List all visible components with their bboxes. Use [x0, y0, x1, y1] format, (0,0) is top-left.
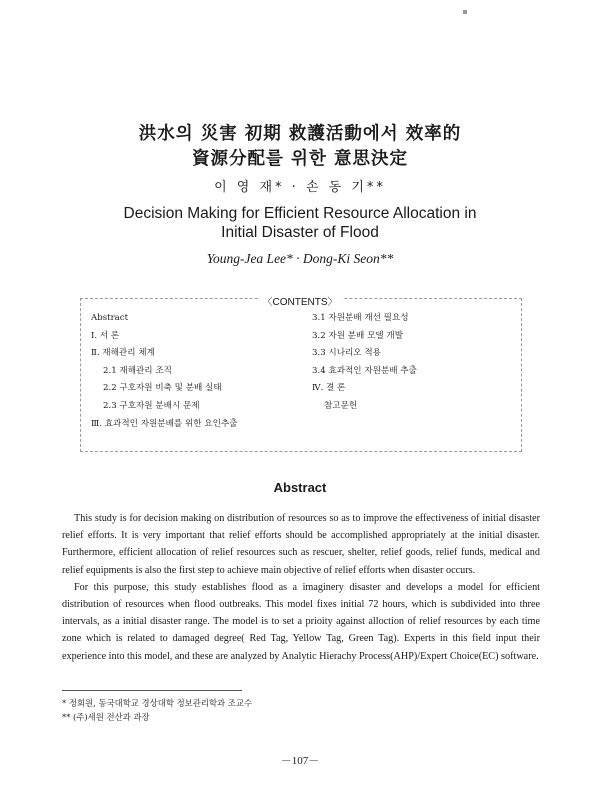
scan-mark	[463, 10, 467, 14]
abstract-paragraph-2: For this purpose, this study establishes flood as a imaginery disaster and develops a model for efficient distribution of resources when flood outbreaks. This model fixes initial 72 hours, which is subdivided into three intervals, as a initial disaster range. The model is to set a prioity against alloction of relief resources by each time zone which is related to damaged degree( Red Tag, Yellow Tag, Green Tag). Experts in this field input their experience into this model, and these are analyzed by Analytic Hierachy Process(AHP)/Expert Choice(EC) software.	[62, 581, 540, 662]
english-title-line-1: Decision Making for Efficient Resource Allocation in	[123, 205, 477, 222]
abstract-body	[62, 510, 540, 665]
contents-item: 3.4 효과적인 자원분배 추출	[312, 365, 417, 376]
contents-left-column	[91, 310, 237, 433]
footnote-2: ** (주)세원 전산과 과장	[62, 711, 150, 722]
abstract-paragraph-1: This study is for decision making on distribution of resources so as to improve the effectiveness of initial disaster relief efforts. It is very important that relief efforts should be accomplished appropriately at the initial disaster. Furthermore, efficient allocation of relief resources such as rescuer, shelter, relief goods, relief funds, medical and relief equipments is also the first step to achieve main objective of relief efforts when disaster occurs.	[62, 513, 540, 576]
abstract-heading: Abstract	[273, 480, 327, 495]
contents-item: 3.2 자원 분배 모델 개발	[312, 330, 404, 341]
contents-heading: 〈CONTENTS〉	[0, 293, 600, 308]
korean-authors: 이 영 재* · 손 동 기**	[214, 180, 386, 195]
contents-item: 2.2 구호자원 비축 및 분배 실태	[103, 383, 222, 394]
footnotes	[62, 697, 252, 724]
english-title-line-2: Initial Disaster of Flood	[221, 224, 379, 241]
page-number: －107－	[280, 755, 320, 767]
contents-item: 2.3 구호자원 분배시 문제	[103, 400, 200, 411]
contents-item: Ⅳ. 결 론	[312, 383, 346, 394]
korean-title-line-1: 洪水의 災害 初期 救護活動에서 效率的	[138, 124, 462, 144]
footnote-divider	[62, 690, 242, 691]
korean-title-line-2: 資源分配를 위한 意思決定	[192, 149, 408, 169]
contents-item: 3.3 시나리오 적용	[312, 348, 381, 359]
contents-item: 참고문헌	[324, 400, 358, 411]
contents-item: Ⅰ. 서 론	[91, 330, 120, 341]
contents-item: Ⅱ. 재해관리 체계	[91, 348, 155, 359]
contents-item: 3.1 자원분배 개선 필요성	[312, 313, 409, 323]
english-authors: Young-Jea Lee* · Dong-Ki Seon**	[206, 251, 394, 266]
footnote-1: * 정회원, 동국대학교 경상대학 정보관리학과 조교수	[62, 698, 253, 708]
contents-item: 2.1 재해관리 조직	[103, 365, 172, 376]
contents-right-column	[312, 310, 417, 416]
contents-item: Abstract	[91, 313, 129, 323]
contents-item: Ⅲ. 효과적인 자원분배를 위한 요인추출	[91, 418, 238, 429]
